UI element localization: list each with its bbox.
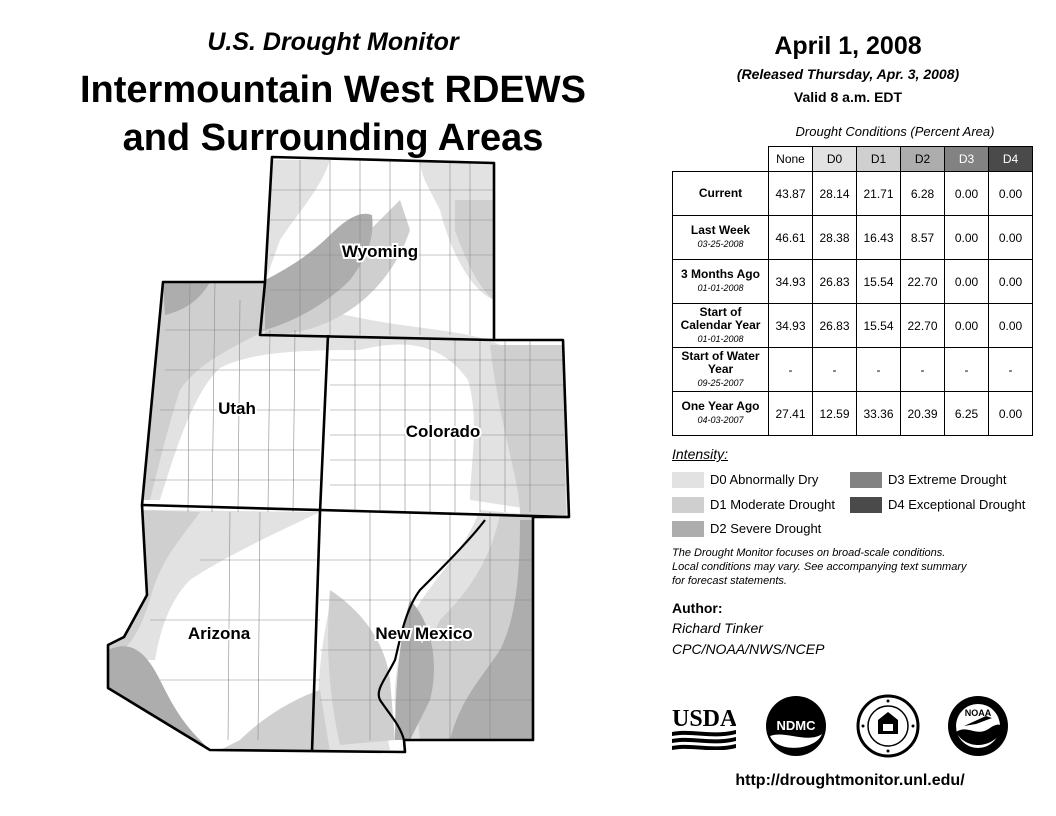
table-cell: 16.43 (857, 216, 901, 260)
table-cell: 15.54 (857, 260, 901, 304)
table-row (673, 172, 1033, 216)
table-cell: 15.54 (857, 304, 901, 348)
table-cell: 8.57 (901, 216, 945, 260)
legend-swatch-d1 (672, 497, 704, 513)
note-line: The Drought Monitor focuses on broad-scale conditions. (672, 547, 946, 559)
state-label-colorado: Colorado (405, 422, 481, 441)
valid-time: Valid 8 a.m. EDT (793, 89, 903, 105)
table-cell: 26.83 (813, 260, 857, 304)
table-cell: 34.93 (769, 260, 813, 304)
ndmc-logo-text: NDMC (776, 718, 816, 733)
map-title-line-1: Intermountain West RDEWS (80, 69, 586, 111)
row-date: 03-25-2008 (697, 239, 744, 249)
author-name: Richard Tinker (672, 620, 763, 636)
disclaimer-note (672, 546, 1032, 588)
table-cell: 46.61 (769, 216, 813, 260)
note-line: for forecast statements. (672, 575, 787, 587)
table-cell: 34.93 (769, 304, 813, 348)
table-cell: - (813, 348, 857, 392)
legend-label-d2: D2 Severe Drought (710, 521, 822, 536)
table-row (673, 348, 1033, 392)
table-row (673, 304, 1033, 348)
legend-swatch-d0 (672, 472, 704, 488)
table-cell: 0.00 (945, 304, 989, 348)
map-title-line-2: and Surrounding Areas (122, 117, 544, 159)
legend-swatch-d4 (850, 497, 882, 513)
table-cell: 43.87 (769, 172, 813, 216)
drought-conditions-table (672, 146, 1033, 436)
legend-title: Intensity: (672, 446, 729, 462)
row-label: Start of Water Year 09-25-2007 (673, 348, 769, 392)
table-corner (673, 147, 769, 172)
state-label-new-mexico: New Mexico (375, 624, 473, 643)
legend-label-d4: D4 Exceptional Drought (888, 497, 1026, 512)
state-label-utah: Utah (218, 399, 256, 418)
table-cell: 28.38 (813, 216, 857, 260)
row-date: 09-25-2007 (697, 377, 744, 388)
table-cell: 12.59 (813, 392, 857, 436)
row-label: Start of Calendar Year 01-01-2008 (673, 304, 769, 348)
table-cell: - (901, 348, 945, 392)
col-header-d1: D1 (857, 147, 901, 172)
ndmc-logo (764, 694, 828, 758)
table-cell: - (989, 348, 1033, 392)
table-row (673, 392, 1033, 436)
table-cell: - (769, 348, 813, 392)
usda-logo (672, 704, 736, 750)
legend-label-d1: D1 Moderate Drought (710, 497, 836, 512)
col-header-d3: D3 (945, 147, 989, 172)
author-org: CPC/NOAA/NWS/NCEP (672, 641, 825, 657)
row-date: 04-03-2007 (697, 415, 744, 425)
table-cell: 27.41 (769, 392, 813, 436)
table-cell: 26.83 (813, 304, 857, 348)
author-heading: Author: (672, 600, 723, 616)
legend-label-d3: D3 Extreme Drought (888, 472, 1007, 487)
usda-logo-text: USDA (672, 706, 736, 732)
table-cell: 6.25 (945, 392, 989, 436)
table-cell: 22.70 (901, 260, 945, 304)
table-cell: 0.00 (989, 260, 1033, 304)
table-cell: 28.14 (813, 172, 857, 216)
row-label: One Year Ago 04-03-2007 (673, 392, 769, 436)
table-cell: - (857, 348, 901, 392)
release-date: (Released Thursday, Apr. 3, 2008) (736, 66, 960, 82)
table-cell: 22.70 (901, 304, 945, 348)
table-cell: - (945, 348, 989, 392)
row-label: Last Week 03-25-2008 (673, 216, 769, 260)
table-cell: 0.00 (945, 216, 989, 260)
row-label: 3 Months Ago 01-01-2008 (673, 260, 769, 304)
col-header-d4: D4 (989, 147, 1033, 172)
table-row (673, 216, 1033, 260)
row-date: 01-01-2008 (697, 333, 744, 344)
col-header-none: None (769, 147, 813, 172)
table-cell: 0.00 (989, 216, 1033, 260)
legend-swatch-d2 (672, 521, 704, 537)
table-cell: 33.36 (857, 392, 901, 436)
noaa-logo-text: NOAA (964, 708, 992, 718)
state-label-wyoming: Wyoming (341, 242, 419, 261)
table-cell: 21.71 (857, 172, 901, 216)
drought-map (0, 150, 660, 790)
map-date: April 1, 2008 (774, 32, 922, 60)
table-cell: 0.00 (989, 172, 1033, 216)
legend-swatch-d3 (850, 472, 882, 488)
site-url-link[interactable]: http://droughtmonitor.unl.edu/ (735, 772, 965, 789)
commerce-seal-icon (856, 694, 920, 758)
table-cell: 0.00 (945, 260, 989, 304)
map-subtitle: U.S. Drought Monitor (207, 28, 459, 56)
table-cell: 0.00 (989, 392, 1033, 436)
table-cell: 0.00 (945, 172, 989, 216)
table-header-row (673, 147, 1033, 172)
table-caption: Drought Conditions (Percent Area) (795, 124, 995, 139)
row-label: Current (673, 172, 769, 216)
row-date: 01-01-2008 (697, 283, 744, 293)
col-header-d2: D2 (901, 147, 945, 172)
table-cell: 6.28 (901, 172, 945, 216)
col-header-d0: D0 (813, 147, 857, 172)
noaa-logo (946, 694, 1010, 758)
note-line: Local conditions may vary. See accompanying text summary (672, 561, 967, 573)
state-label-arizona: Arizona (187, 624, 251, 643)
table-cell: 0.00 (989, 304, 1033, 348)
legend-label-d0: D0 Abnormally Dry (710, 472, 819, 487)
table-row (673, 260, 1033, 304)
table-cell: 20.39 (901, 392, 945, 436)
